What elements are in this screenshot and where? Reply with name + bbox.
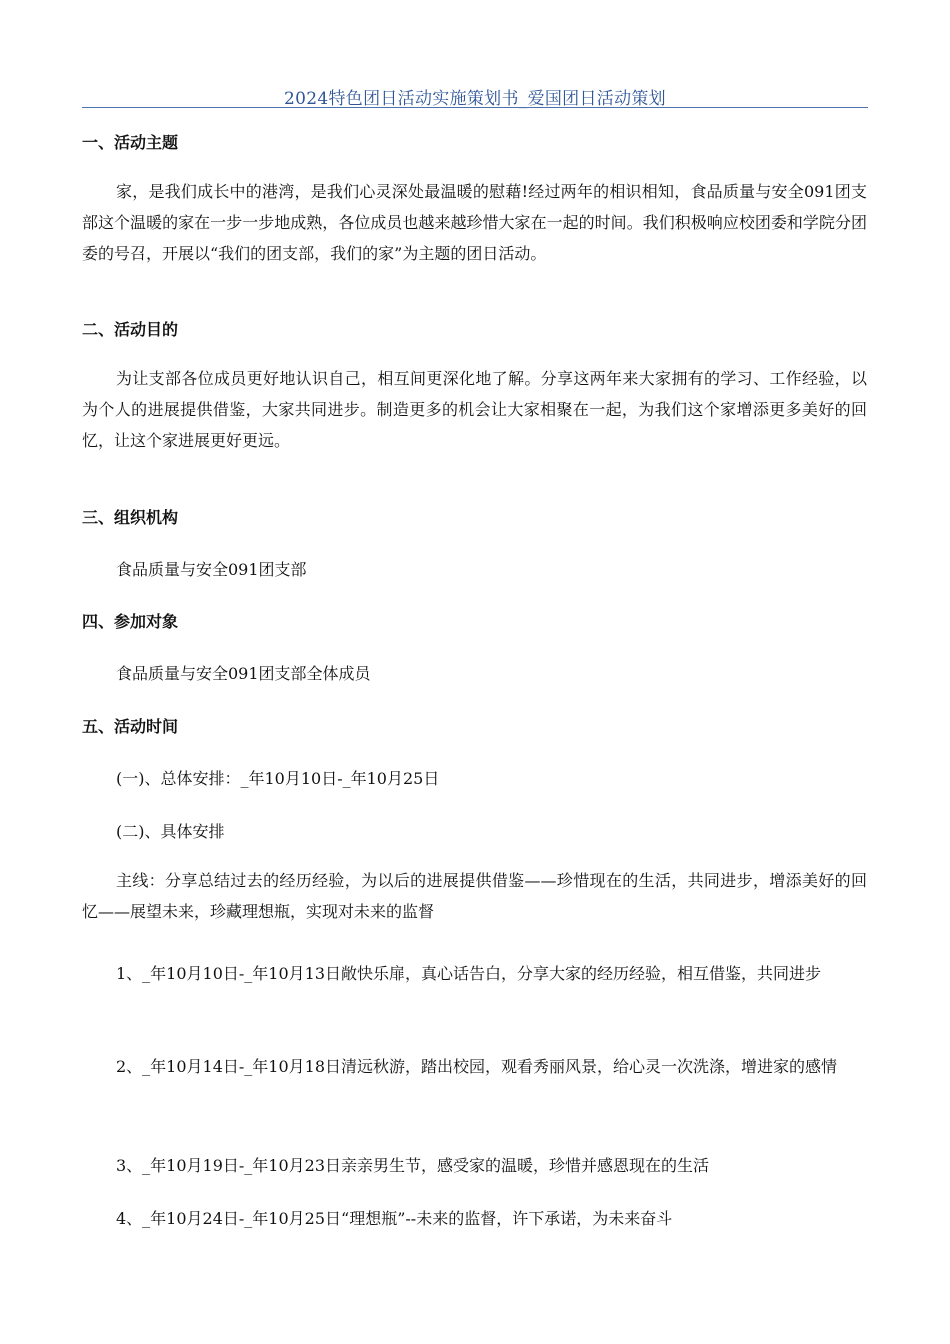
title-divider	[82, 107, 868, 108]
schedule-item-4: 4、_年10月24日-_年10月25日“理想瓶”--未来的监督，许下承诺，为未来奋斗	[116, 1209, 673, 1228]
paragraph-main-line: 主线：分享总结过去的经历经验，为以后的进展提供借鉴——珍惜现在的生活，共同进步，增添美好的回忆——展望未来，珍藏理想瓶，实现对未来的监督	[82, 871, 867, 921]
schedule-item-2: 2、_年10月14日-_年10月18日清远秋游，踏出校园，观看秀丽风景，给心灵一次洗涤，增进家的感情	[116, 1057, 838, 1076]
section-heading-time: 五、活动时间	[82, 717, 179, 736]
section-heading-participants: 四、参加对象	[82, 612, 179, 631]
paragraph-detailed-schedule: (二)、具体安排	[116, 822, 225, 841]
section-heading-organization: 三、组织机构	[82, 508, 179, 527]
schedule-item-3: 3、_年10月19日-_年10月23日亲亲男生节，感受家的温暖，珍惜并感恩现在的生活	[116, 1156, 710, 1175]
document-title: 2024特色团日活动实施策划书_爱国团日活动策划	[284, 89, 666, 109]
paragraph-participants: 食品质量与安全091团支部全体成员	[116, 664, 371, 683]
paragraph-overall-schedule: (一)、总体安排：_年10月10日-_年10月25日	[116, 769, 440, 788]
paragraph-purpose: 为让支部各位成员更好地认识自己，相互间更深化地了解。分享这两年来大家拥有的学习、工作经验，以为个人的进展提供借鉴，大家共同进步。制造更多的机会让大家相聚在一起，为我们这个家增添更多美好的回忆，让这个家进展更好更远。	[82, 369, 867, 450]
paragraph-theme: 家，是我们成长中的港湾，是我们心灵深处最温暖的慰藉!经过两年的相识相知，食品质量与安全091团支部这个温暖的家在一步一步地成熟，各位成员也越来越珍惜大家在一起的时间。我们积极响应校团委和学院分团委的号召，开展以“我们的团支部，我们的家”为主题的团日活动。	[82, 182, 867, 263]
schedule-item-1: 1、_年10月10日-_年10月13日敞快乐扉，真心话告白，分享大家的经历经验，相互借鉴，共同进步	[116, 964, 822, 983]
paragraph-organization: 食品质量与安全091团支部	[116, 560, 307, 579]
section-heading-purpose: 二、活动目的	[82, 320, 179, 339]
section-heading-theme: 一、活动主题	[82, 133, 179, 152]
